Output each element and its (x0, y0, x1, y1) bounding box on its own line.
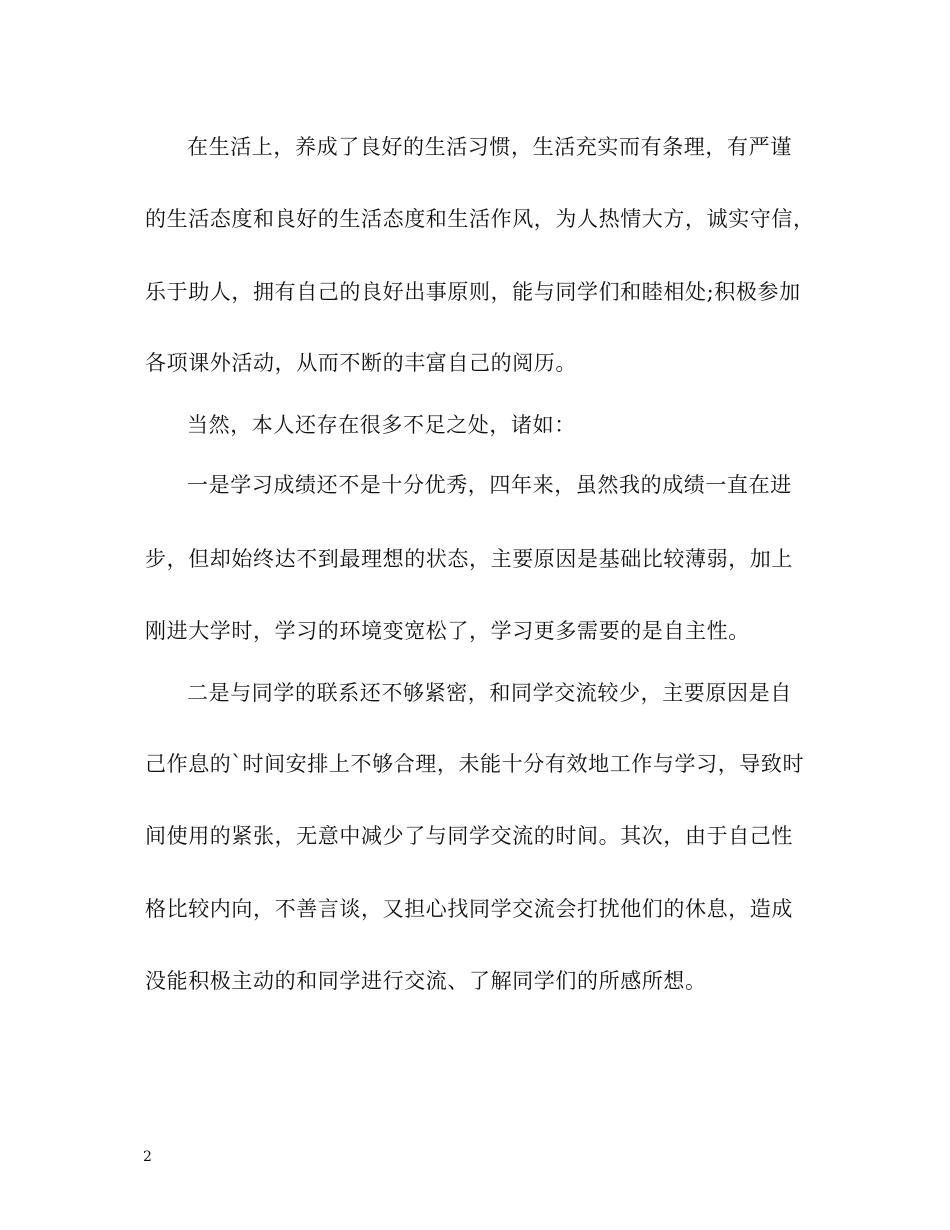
paragraph-4-line-2: 己作息的`时间安排上不够合理，未能十分有效地工作与学习，导致时 (145, 752, 805, 776)
paragraph-1-line-2: 的生活态度和良好的生活态度和生活作风，为人热情大方，诚实守信， (145, 207, 815, 231)
paragraph-1-line-1: 在生活上，养成了良好的生活习惯，生活充实而有条理，有严谨 (187, 135, 792, 159)
paragraph-1-line-4: 各项课外活动，从而不断的丰富自己的阅历。 (145, 351, 577, 375)
paragraph-1-line-3: 乐于助人，拥有自己的良好出事原则，能与同学们和睦相处;积极参加 (145, 280, 801, 304)
paragraph-2-line-1: 当然，本人还存在很多不足之处，诸如： (187, 413, 576, 437)
paragraph-3-line-3: 刚进大学时，学习的环境变宽松了，学习更多需要的是自主性。 (145, 619, 750, 643)
paragraph-4-line-3: 间使用的紧张，无意中减少了与同学交流的时间。其次，由于自己性 (145, 824, 793, 848)
paragraph-3-line-1: 一是学习成绩还不是十分优秀，四年来，虽然我的成绩一直在进 (187, 473, 792, 497)
paragraph-4-line-1: 二是与同学的联系还不够紧密，和同学交流较少，主要原因是自 (187, 681, 792, 705)
page-number: 2 (143, 1149, 152, 1165)
paragraph-4-line-4: 格比较内向，不善言谈，又担心找同学交流会打扰他们的休息，造成 (145, 897, 793, 921)
paragraph-4-line-5: 没能积极主动的和同学进行交流、了解同学们的所感所想。 (145, 969, 707, 993)
paragraph-3-line-2: 步，但却始终达不到最理想的状态，主要原因是基础比较薄弱，加上 (145, 547, 793, 571)
